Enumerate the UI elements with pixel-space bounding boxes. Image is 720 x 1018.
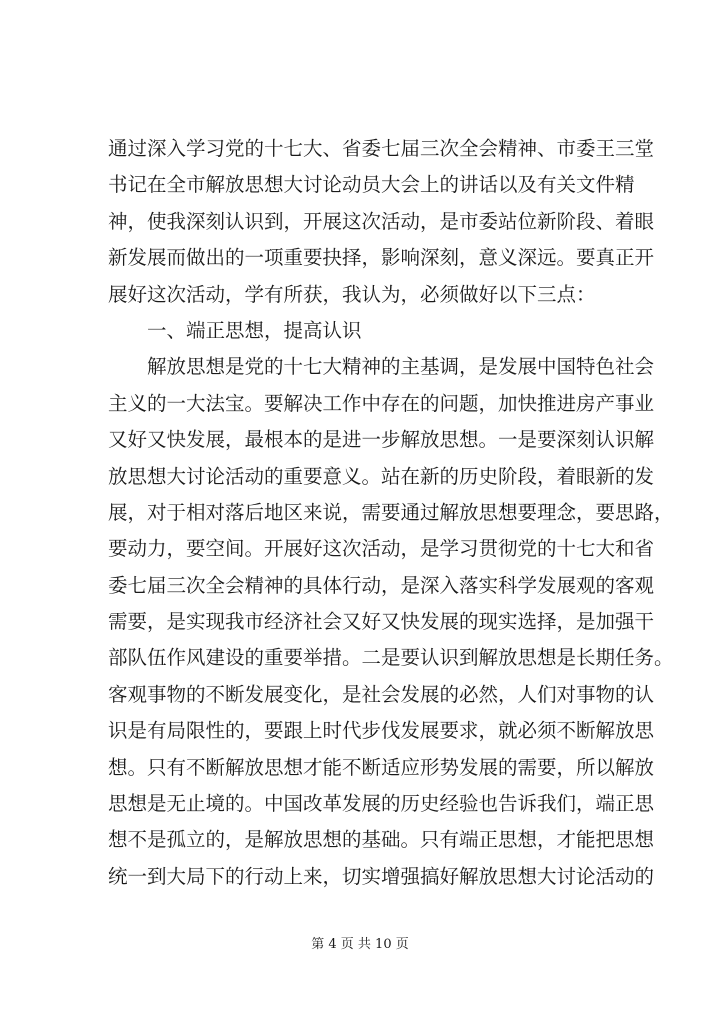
text-line: 新发展而做出的一项重要抉择，影响深刻，意义深远。要真正开 [108,246,655,270]
text-line: 想。只有不断解放思想才能不断适应形势发展的需要，所以解放 [108,755,655,779]
text-line: 书记在全市解放思想大讨论动员大会上的讲话以及有关文件精 [108,173,635,197]
section-heading: 一、端正思想，提高认识 [147,318,362,342]
text-line: 识是有局限性的，要跟上时代步伐发展要求，就必须不断解放思 [108,719,655,743]
text-line: 统一到大局下的行动上来，切实增强搞好解放思想大讨论活动的 [108,864,655,888]
text-line: 要动力，要空间。开展好这次活动，是学习贯彻党的十七大和省 [108,537,655,561]
text-line: 客观事物的不断发展变化，是社会发展的必然，人们对事物的认 [108,682,655,706]
text-line: 放思想大讨论活动的重要意义。站在新的历史阶段，着眼新的发 [108,464,655,488]
text-line: 需要，是实现我市经济社会又好又快发展的现实选择，是加强干 [108,610,655,634]
text-line: 主义的一大法宝。要解决工作中存在的问题，加快推进房产事业 [108,391,655,415]
text-line: 委七届三次全会精神的具体行动，是深入落实科学发展观的客观 [108,573,655,597]
page-number-footer: 第 4 页 共 10 页 [311,937,409,952]
text-line: 展好这次活动，学有所获，我认为，必须做好以下三点： [108,282,596,306]
text-line: 神，使我深刻认识到，开展这次活动，是市委站位新阶段、着眼 [108,209,655,233]
text-line: 想不是孤立的，是解放思想的基础。只有端正思想，才能把思想 [108,828,655,852]
text-line: 通过深入学习党的十七大、省委七届三次全会精神、市委王三堂 [108,137,655,160]
text-line: 思想是无止境的。中国改革发展的历史经验也告诉我们，端正思 [108,792,655,816]
text-line: 展，对于相对落后地区来说，需要通过解放思想要理念，要思路， [108,500,674,524]
text-line: 解放思想是党的十七大精神的主基调，是发展中国特色社会 [147,355,655,379]
text-line: 又好又快发展，最根本的是进一步解放思想。一是要深刻认识解 [108,428,655,452]
body-text [108,131,674,895]
text-line: 部队伍作风建设的重要举措。二是要认识到解放思想是长期任务。 [108,646,674,670]
